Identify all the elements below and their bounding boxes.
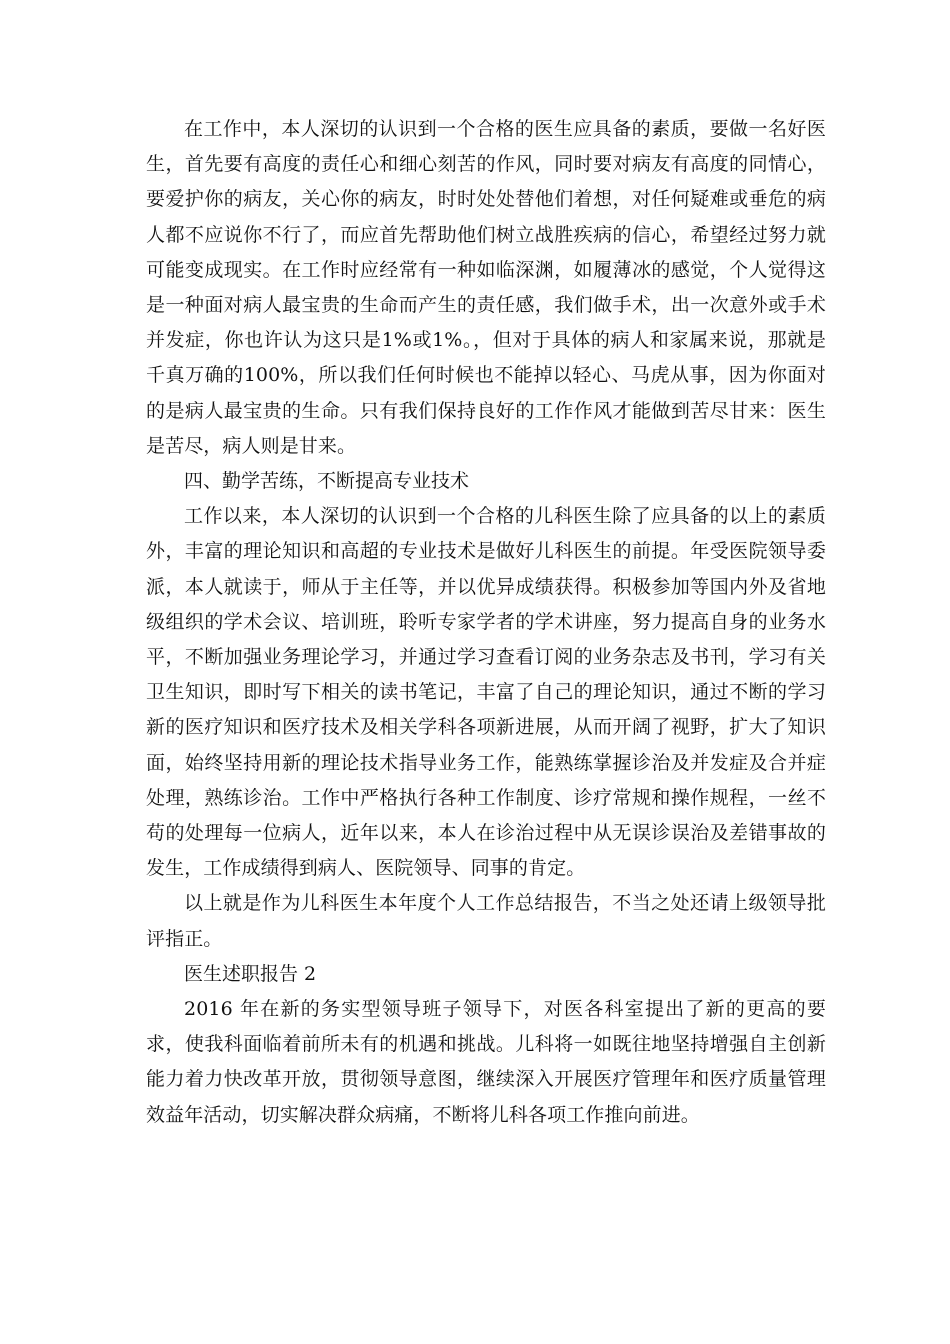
section-heading-report-2: 医生述职报告 2 <box>184 962 317 985</box>
paragraph-summary-closing: 以上就是作为儿科医生本年度个人工作总结报告，不当之处还请上级领导批评指正。 <box>146 892 826 950</box>
paragraph-professional-skills: 工作以来，本人深切的认识到一个合格的儿科医生除了应具备的以上的素质外，丰富的理论知识和高超的专业技术是做好儿科医生的前提。年受医院领导委派，本人就读于，师从于主任等，并以优异成绩获得。积极参加等国内外及省地级组织的学术会议、培训班，聆听专家学者的学术讲座，努力提高自身的业务水平，不断加强业务理论学习，并通过学习查看订阅的业务杂志及书刊，学习有关卫生知识，即时写下相关的读书笔记，丰富了自己的理论知识，通过不断的学习新的医疗知识和医疗技术及相关学科各项新进展，从而开阔了视野，扩大了知识面，始终坚持用新的理论技术指导业务工作，能熟练掌握诊治及并发症及合并症处理，熟练诊治。工作中严格执行各种工作制度、诊疗常规和操作规程，一丝不苟的处理每一位病人，近年以来，本人在诊治过程中从无误诊误治及差错事故的发生，工作成绩得到病人、医院领导、同事的肯定。 <box>146 505 826 880</box>
paragraph-doctor-qualities: 在工作中，本人深切的认识到一个合格的医生应具备的素质，要做一名好医生，首先要有高度的责任心和细心刻苦的作风，同时要对病友有高度的同情心，要爱护你的病友，关心你的病友，时时处处替他们着想，对任何疑难或垂危的病人都不应说你不行了，而应首先帮助他们树立战胜疾病的信心，希望经过努力就可能变成现实。在工作时应经常有一种如临深渊，如履薄冰的感觉，个人觉得这是一种面对病人最宝贵的生命而产生的责任感，我们做手术，出一次意外或手术并发症，你也许认为这只是1%或1%。，但对于具体的病人和家属来说，那就是千真万确的100%，所以我们任何时候也不能掉以轻心、马虎从事，因为你面对的是病人最宝贵的生命。只有我们保持良好的工作作风才能做到苦尽甘来：医生是苦尽，病人则是甘来。 <box>146 118 826 457</box>
document-body <box>146 112 826 1133</box>
section-heading-study-practice: 四、勤学苦练，不断提高专业技术 <box>184 470 470 493</box>
paragraph-2016-leadership: 2016 年在新的务实型领导班子领导下，对医各科室提出了新的更高的要求，使我科面临着前所未有的机遇和挑战。儿科将一如既往地坚持增强自主创新能力着力快改革开放，贯彻领导意图，继续深入开展医疗管理年和医疗质量管理效益年活动，切实解决群众病痛，不断将儿科各项工作推向前进。 <box>146 998 826 1126</box>
